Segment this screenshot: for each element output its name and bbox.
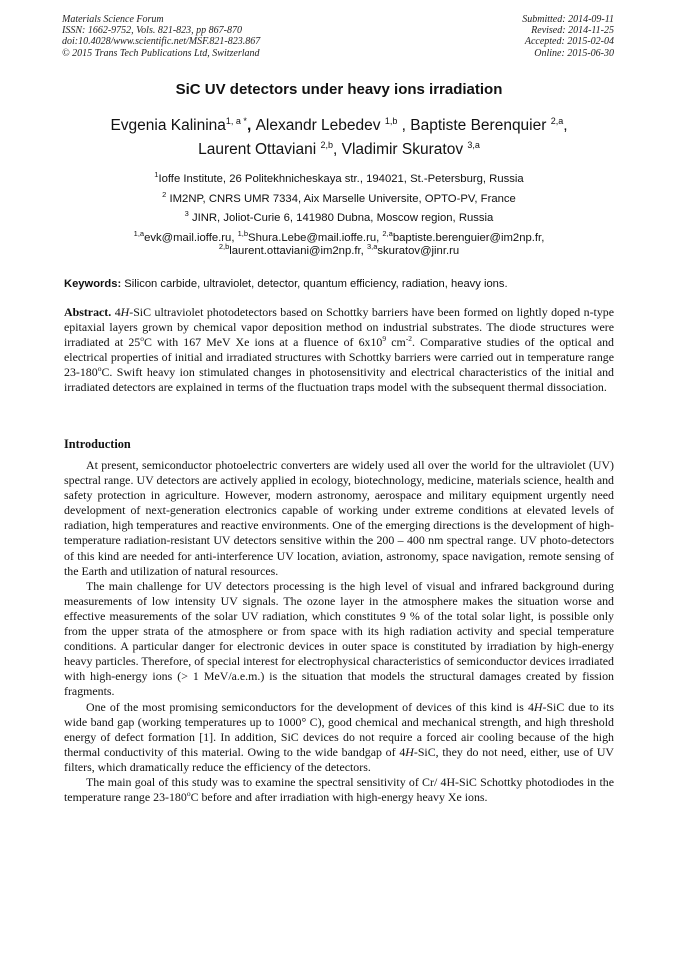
journal-line: ISSN: 1662-9752, Vols. 821-823, pp 867-870 [62, 25, 242, 37]
abstract-text: 4 [111, 305, 121, 319]
abstract-text: -SiC ultraviolet photodetectors based on Schottky barriers have been formed on lightly doped n-type epitaxial layers grown by chemical vapor deposition method on industrial substrates. The diode structures were irradiated at 25 [64, 305, 614, 350]
keywords [64, 278, 619, 290]
email-sup: 2,a [382, 228, 393, 238]
abstract-text: . Comparative studies of the optical and electrical properties of initial and irradiated structures with Schottky barriers were carried out in temperature range 23-180 [64, 335, 614, 380]
author-name: Vladimir Skuratov [341, 141, 468, 158]
italic-h: H [120, 305, 130, 319]
paragraph-text: C before and after irradiation with high-energy heavy Xe ions. [190, 790, 488, 805]
date-line: Revised: 2014-11-25 [531, 25, 614, 37]
superscript: -2 [405, 334, 412, 344]
email-list [40, 228, 638, 258]
author-affil-sup: 1,b [384, 116, 398, 126]
author-sep: , [563, 117, 568, 134]
paragraph: The main challenge for UV detectors processing is the high level of visual and infrared background during measurements of low intensity UV signals. The ozone layer in the atmosphere makes the situation worse and effective measurements of the solar UV radiation, which constitutes 9 % of the total solar light, is possible only from the upper strata of the atmosphere or from space with its high radiation activity and special temperature conditions. A particular danger for electronic devices in outer space is constituted by irradiation by high-energy heavy particles. Therefore, of special interest for electrophysical characteristics of semiconductor devices irradiated with high-energy ions (> 1 MeV/a.e.m.) is the situation that models the structural damages created by fission fragments. [64, 578, 614, 699]
abstract-text: C. Swift heavy ion stimulated changes in photosensitivity and electrical characteristics of the initial and irradiated detectors are explained in terms of the fluctuation traps model with the subsequent thermal dissociation. [64, 365, 614, 395]
affil-sup: 1 [154, 170, 159, 179]
italic-h: H [405, 744, 414, 759]
author-name: Evgenia Kalinina [110, 117, 226, 134]
paragraph-text: One of the most promising semiconductors for the development of devices of this kind is 4 [86, 699, 534, 714]
abstract [64, 305, 614, 396]
date-line: Online: 2015-06-30 [534, 47, 614, 59]
email-sup: 2,b [218, 241, 230, 251]
keywords-text: Silicon carbide, ultraviolet, detector, quantum efficiency, radiation, heavy ions. [121, 278, 508, 290]
affil-sup: 2 [162, 189, 167, 199]
paragraph: At present, semiconductor photoelectric converters are widely used all over the world for the ultraviolet (UV) spectral range. UV detectors are actively applied in ecology, biotechnology, medicine, materials science, health and safety protection in agriculture. However, modern astronomy, aerospace and military equipment urgently need development of next-generation electronics capable of working under extreme conditions at elevated levels of radiation, high temperatures and reactive environments. One of the emerging directions is the development of high-temperature radiation-resistant UV detectors sensitive within the 200 – 400 nm spectral range. UV photo-detectors of this kind are needed for anti-interference UV location, aviation, astronomy, space navigation, remote sensing of the Earth and utilization of natural resources. [64, 458, 614, 578]
email-sup: 1,b [237, 228, 249, 238]
author-name: Baptiste Berenquier [410, 117, 551, 134]
introduction-body [64, 458, 614, 805]
affil-text: IM2NP, CNRS UMR 7334, Aix Marselle Universite, OPTO-PV, France [166, 192, 516, 205]
author-sep: , [332, 141, 342, 158]
email-address[interactable]: laurent.ottaviani@im2np.fr, [229, 244, 367, 257]
author-list [40, 114, 638, 162]
author-name: Alexandr Lebedev [255, 117, 385, 134]
date-line: Accepted: 2015-02-04 [524, 36, 614, 48]
paragraph [64, 700, 614, 775]
abstract-label: Abstract. [64, 305, 112, 319]
email-sup: 3,a [366, 241, 378, 251]
affil-text: JINR, Joliot-Curie 6, 141980 Dubna, Moscow region, Russia [188, 212, 494, 225]
journal-line: Materials Science Forum [62, 14, 164, 25]
affiliation [40, 190, 638, 210]
journal-line: © 2015 Trans Tech Publications Ltd, Switzerland [62, 47, 260, 59]
date-line: Submitted: 2014-09-11 [522, 14, 614, 25]
paragraph-text: -SiC, they do not need, either, use of UV filters, which dramatically reduce the efficiency of the detectors. [64, 744, 615, 774]
author-sep: , [397, 117, 411, 134]
abstract-text: cm [386, 335, 406, 350]
journal-info [62, 14, 260, 59]
affil-sup: 3 [184, 209, 189, 219]
author-name: Laurent Ottaviani [198, 141, 321, 158]
italic-h: H [533, 699, 543, 714]
email-address[interactable]: baptiste.berenguier@im2np.fr, [392, 231, 545, 244]
superscript: o [97, 364, 102, 374]
paragraph [64, 775, 614, 805]
affil-text: Ioffe Institute, 26 Politekhnicheskaya str., 194021, St.-Petersburg, Russia [158, 173, 524, 185]
affiliation [40, 170, 638, 190]
author-affil-sup: 1, a * [225, 116, 247, 126]
email-address[interactable]: skuratov@jinr.ru [377, 244, 460, 257]
keywords-label: Keywords: [64, 278, 122, 290]
affiliations [40, 170, 638, 258]
paper-title: SiC UV detectors under heavy ions irradiation [175, 81, 503, 98]
journal-line: doi:10.4028/www.scientific.net/MSF.821-823.867 [62, 36, 261, 48]
affiliation [40, 209, 638, 229]
author-affil-sup: 2,a [550, 116, 564, 126]
section-heading: Introduction [64, 437, 131, 451]
superscript: 9 [382, 334, 387, 344]
submission-dates [522, 14, 614, 59]
author-affil-sup: 2,b [320, 140, 333, 150]
superscript: o [140, 334, 144, 344]
email-address[interactable]: evk@mail.ioffe.ru, [144, 231, 238, 244]
abstract-text: C with 167 MeV Xe ions at a fluence of 6x10 [143, 335, 383, 350]
email-sup: 1,a [133, 228, 145, 238]
author-sep: , [246, 117, 256, 134]
paragraph-text: The main goal of this study was to examine the spectral sensitivity of Cr/ 4H-SiC Schottky photodiodes in the temperature range 23-180 [64, 774, 614, 805]
email-address[interactable]: Shura.Lebe@mail.ioffe.ru, [248, 231, 383, 244]
author-affil-sup: 3,a [467, 140, 480, 150]
superscript: o [186, 789, 191, 799]
paragraph-text: -SiC due to its wide band gap (working temperatures up to 1000° C), good chemical and mechanical strength, and high threshold energy of defect formation [1]. In addition, SiC devices do not require a forced air cooling because of the high thermal conductivity of this material. Owing to the wide bandgap of 4 [64, 699, 614, 759]
